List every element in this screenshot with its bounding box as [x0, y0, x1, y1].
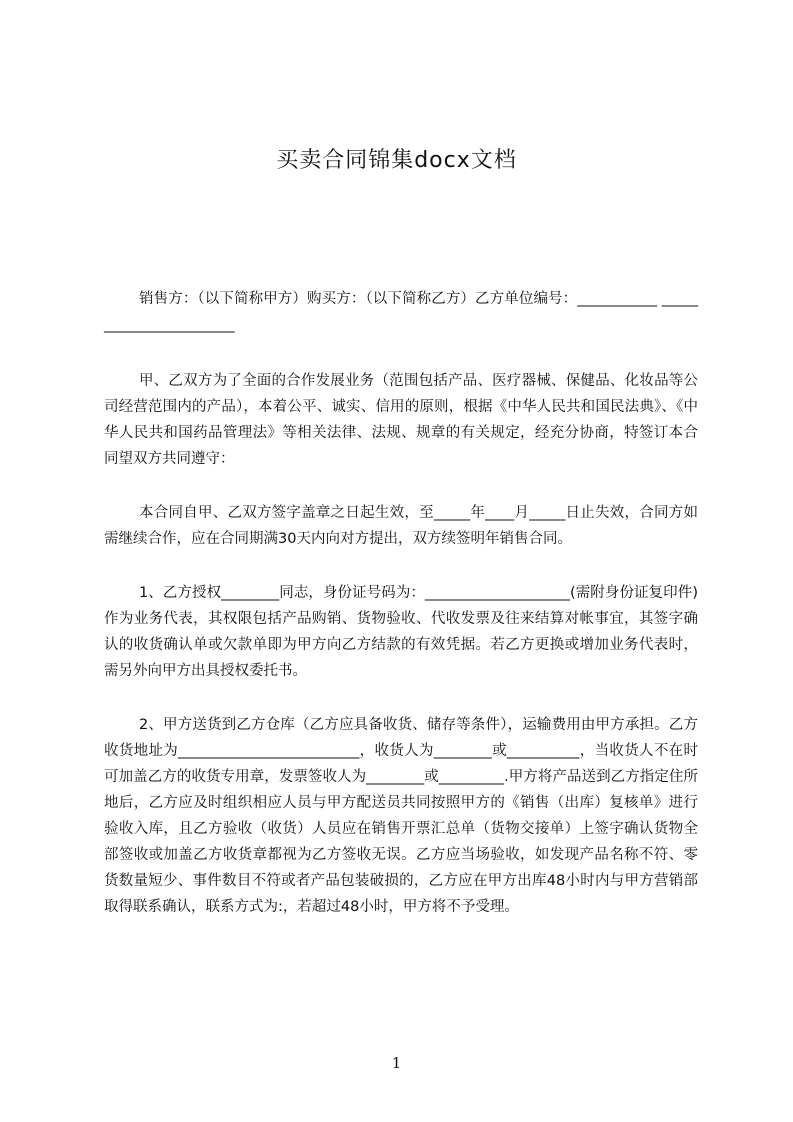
preamble-paragraph: 甲、乙双方为了全面的合作发展业务（范围包括产品、医疗器械、保健品、化妆品等公司经营范围内的产品），本着公平、诚实、信用的原则，根据《中华人民共和国民法典》、《中华人民共和国药品管理法》等相关法律、法规、规章的有关规定，经充分协商，特签订本合同望双方共同遵守：	[104, 373, 698, 467]
validity-paragraph: 本合同自甲、乙双方签字盖章之日起生效，至_____年____月_____日止失效，合同方如需继续合作，应在合同期满30天内向对方提出，双方续签明年销售合同。	[104, 505, 698, 547]
clause-2-paragraph: 2、甲方送货到乙方仓库（乙方应具备收货、储存等条件），运输费用由甲方承担。乙方收货地址为_________________________，收货人为________或__________，当收货人不在时可加盖乙方的收货专用章，发票签收人为________或_________.甲方将产品送到乙方指定住所地后，乙方应及时组织相应人员与甲方配送员共同按照甲方的《销售（出库）复核单》进行验收入库，且乙方验收（收货）人员应在销售开票汇总单（货物交接单）上签字确认货物全部签收或加盖乙方收货章都视为乙方签收无误。乙方应当场验收，如发现产品名称不符、零货数量短少、事件数目不符或者产品包装破损的，乙方应在甲方出库48小时内与甲方营销部取得联系确认，联系方式为:，若超过48小时，甲方将不予受理。	[104, 717, 698, 915]
document-title: 买卖合同锦集docx文档	[276, 148, 517, 173]
page-number: 1	[391, 1054, 402, 1072]
clause-1-paragraph: 1、乙方授权________同志，身份证号码为：____________________(需附身份证复印件)作为业务代表，其权限包括产品购销、货物验收、代收发票及往来结算对帐事宜，其签字确认的收货确认单或欠款单即为甲方向乙方结款的有效凭据。若乙方更换或增加业务代表时，需另外向甲方出具授权委托书。	[104, 585, 698, 679]
parties-paragraph: 销售方：（以下简称甲方）购买方：（以下简称乙方）乙方单位编号：___________ _______________________	[104, 291, 698, 333]
